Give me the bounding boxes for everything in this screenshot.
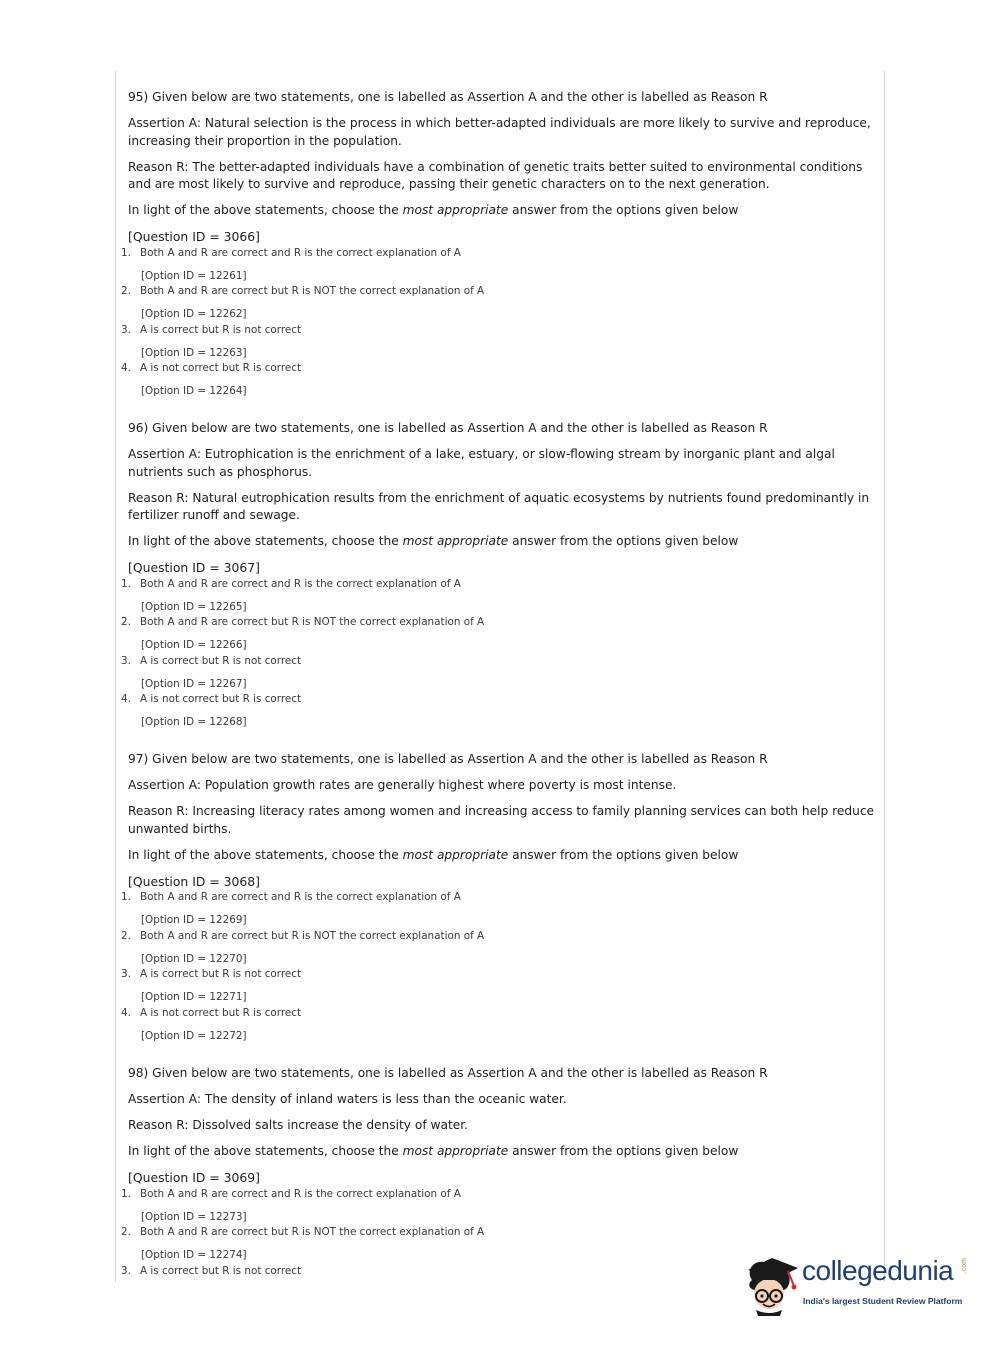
- instruction-tail: answer from the options given below: [508, 534, 739, 548]
- assertion-text: Assertion A: Eutrophication is the enrichment of a lake, estuary, or slow-flowing stream by inorganic plant and algal nutrients such as phosphorus.: [128, 447, 835, 479]
- option-id: [Option ID = 12270]: [141, 952, 247, 965]
- option-text: Both A and R are correct but R is NOT the correct explanation of A: [140, 616, 485, 628]
- option-item[interactable]: [121, 1187, 878, 1226]
- question-id: [Question ID = 3066]: [128, 229, 261, 244]
- question-header: 98) Given below are two statements, one is labelled as Assertion A and the other is labelled as Reason R: [128, 1066, 768, 1080]
- option-id: [Option ID = 12267]: [141, 677, 247, 690]
- instruction-tail: answer from the options given below: [508, 1144, 739, 1158]
- question-id: [Question ID = 3068]: [128, 873, 261, 889]
- instruction-lead: In light of the above statements, choose the: [128, 203, 403, 217]
- assertion-text: Assertion A: Natural selection is the process in which better-adapted individuals are more likely to survive and reproduce, increasing their proportion in the population.: [128, 116, 871, 148]
- assertion-text: Assertion A: The density of inland waters is less than the oceanic water.: [128, 1092, 567, 1106]
- option-text: Both A and R are correct and R is the correct explanation of A: [140, 1187, 461, 1200]
- logo-domain-suffix: .com: [961, 1258, 968, 1274]
- option-id: [Option ID = 12263]: [141, 346, 247, 359]
- option-text: Both A and R are correct but R is NOT the correct explanation of A: [140, 1226, 485, 1238]
- option-number: 4.: [121, 693, 131, 705]
- assertion-text: Assertion A: Population growth rates are generally highest where poverty is most intense.: [128, 778, 677, 792]
- option-item[interactable]: [121, 577, 878, 616]
- instruction-emphasis: most appropriate: [402, 203, 509, 217]
- option-item[interactable]: [121, 615, 878, 654]
- option-text: A is correct but R is not correct: [140, 1264, 302, 1277]
- option-id: [Option ID = 12262]: [141, 308, 247, 320]
- question-block: [121, 89, 878, 400]
- option-number: 1.: [121, 577, 131, 590]
- option-item[interactable]: [121, 1006, 878, 1045]
- option-number: 3.: [121, 654, 131, 667]
- instruction-tail: answer from the options given below: [508, 847, 739, 862]
- option-id: [Option ID = 12274]: [141, 1249, 247, 1261]
- option-text: Both A and R are correct but R is NOT the correct explanation of A: [140, 285, 485, 297]
- option-number: 1.: [121, 1187, 131, 1200]
- option-id: [Option ID = 12271]: [141, 991, 247, 1003]
- option-text: Both A and R are correct and R is the correct explanation of A: [140, 577, 461, 590]
- option-id: [Option ID = 12273]: [141, 1210, 247, 1223]
- option-number: 2.: [121, 1226, 131, 1238]
- option-item[interactable]: [121, 654, 878, 693]
- question-header: 97) Given below are two statements, one is labelled as Assertion A and the other is labelled as Reason R: [128, 752, 768, 766]
- option-text: A is correct but R is not correct: [140, 323, 302, 336]
- option-number: 3.: [121, 1264, 131, 1277]
- option-number: 2.: [121, 616, 131, 628]
- options-list: [121, 246, 878, 400]
- reason-text: Reason R: Dissolved salts increase the density of water.: [128, 1118, 468, 1132]
- reason-text: Reason R: Natural eutrophication results from the enrichment of aquatic ecosystems by nutrients found predominantly in fertilizer runoff and sewage.: [128, 490, 870, 522]
- instruction-tail: answer from the options given below: [508, 203, 739, 217]
- instruction-emphasis: most appropriate: [402, 534, 509, 548]
- option-item[interactable]: [121, 246, 878, 285]
- collegedunia-logo[interactable]: [742, 1250, 974, 1316]
- instruction-lead: In light of the above statements, choose the: [128, 847, 403, 862]
- option-text: Both A and R are correct and R is the correct explanation of A: [140, 246, 461, 259]
- question-block: [121, 420, 878, 731]
- option-id: [Option ID = 12265]: [141, 600, 247, 613]
- option-number: 2.: [121, 285, 131, 297]
- option-text: Both A and R are correct and R is the correct explanation of A: [140, 891, 461, 903]
- option-text: A is not correct but R is correct: [140, 1006, 302, 1019]
- option-text: Both A and R are correct but R is NOT the correct explanation of A: [140, 929, 485, 942]
- reason-text: Reason R: The better-adapted individuals have a combination of genetic traits better suited to environmental conditions and are most likely to survive and reproduce, passing their genetic characters on to the next generation.: [128, 159, 863, 191]
- option-number: 4.: [121, 1006, 131, 1019]
- question-header: 96) Given below are two statements, one is labelled as Assertion A and the other is labelled as Reason R: [128, 421, 768, 435]
- question-block: [121, 1065, 878, 1279]
- question-id: [Question ID = 3069]: [128, 1170, 261, 1185]
- instruction-text: [128, 533, 878, 551]
- question-header: 95) Given below are two statements, one is labelled as Assertion A and the other is labelled as Reason R: [128, 90, 768, 104]
- option-number: 1.: [121, 891, 131, 903]
- question-id: [Question ID = 3067]: [128, 560, 261, 575]
- reason-text: Reason R: Increasing literacy rates among women and increasing access to family planning services can both help reduce unwanted births.: [128, 804, 875, 836]
- logo-tagline: India's largest Student Review Platform: [803, 1296, 963, 1306]
- option-id: [Option ID = 12264]: [141, 385, 247, 397]
- mascot-graduation-cap-icon: [742, 1250, 798, 1316]
- option-item[interactable]: [121, 929, 878, 968]
- option-text: A is correct but R is not correct: [140, 654, 302, 667]
- instruction-text: [128, 202, 878, 220]
- option-id: [Option ID = 12261]: [141, 269, 247, 282]
- option-item[interactable]: [121, 967, 878, 1006]
- option-number: 1.: [121, 246, 131, 259]
- option-id: [Option ID = 12272]: [141, 1029, 247, 1042]
- option-text: A is not correct but R is correct: [140, 693, 302, 705]
- option-text: A is not correct but R is correct: [140, 362, 302, 374]
- instruction-emphasis: most appropriate: [402, 847, 509, 862]
- instruction-text: [128, 1143, 878, 1161]
- option-item[interactable]: [121, 323, 878, 362]
- option-id: [Option ID = 12269]: [141, 914, 247, 926]
- option-number: 3.: [121, 968, 131, 980]
- instruction-lead: In light of the above statements, choose the: [128, 534, 403, 548]
- option-number: 2.: [121, 929, 131, 942]
- option-item[interactable]: [121, 284, 878, 323]
- logo-wordmark: collegedunia: [802, 1255, 954, 1286]
- question-block: [121, 751, 878, 1044]
- left-margin-rule: [115, 71, 116, 1282]
- instruction-text: [128, 847, 878, 865]
- right-margin-rule: [884, 71, 885, 1282]
- option-number: 4.: [121, 362, 131, 374]
- instruction-lead: In light of the above statements, choose the: [128, 1144, 403, 1158]
- option-id: [Option ID = 12266]: [141, 639, 247, 651]
- option-text: A is correct but R is not correct: [140, 968, 302, 980]
- option-item[interactable]: [121, 692, 878, 731]
- options-list: [121, 577, 878, 731]
- option-id: [Option ID = 12268]: [141, 716, 247, 728]
- option-item[interactable]: [121, 361, 878, 400]
- option-item[interactable]: [121, 890, 878, 929]
- instruction-emphasis: most appropriate: [402, 1144, 509, 1158]
- option-number: 3.: [121, 323, 131, 336]
- options-list: [121, 890, 878, 1044]
